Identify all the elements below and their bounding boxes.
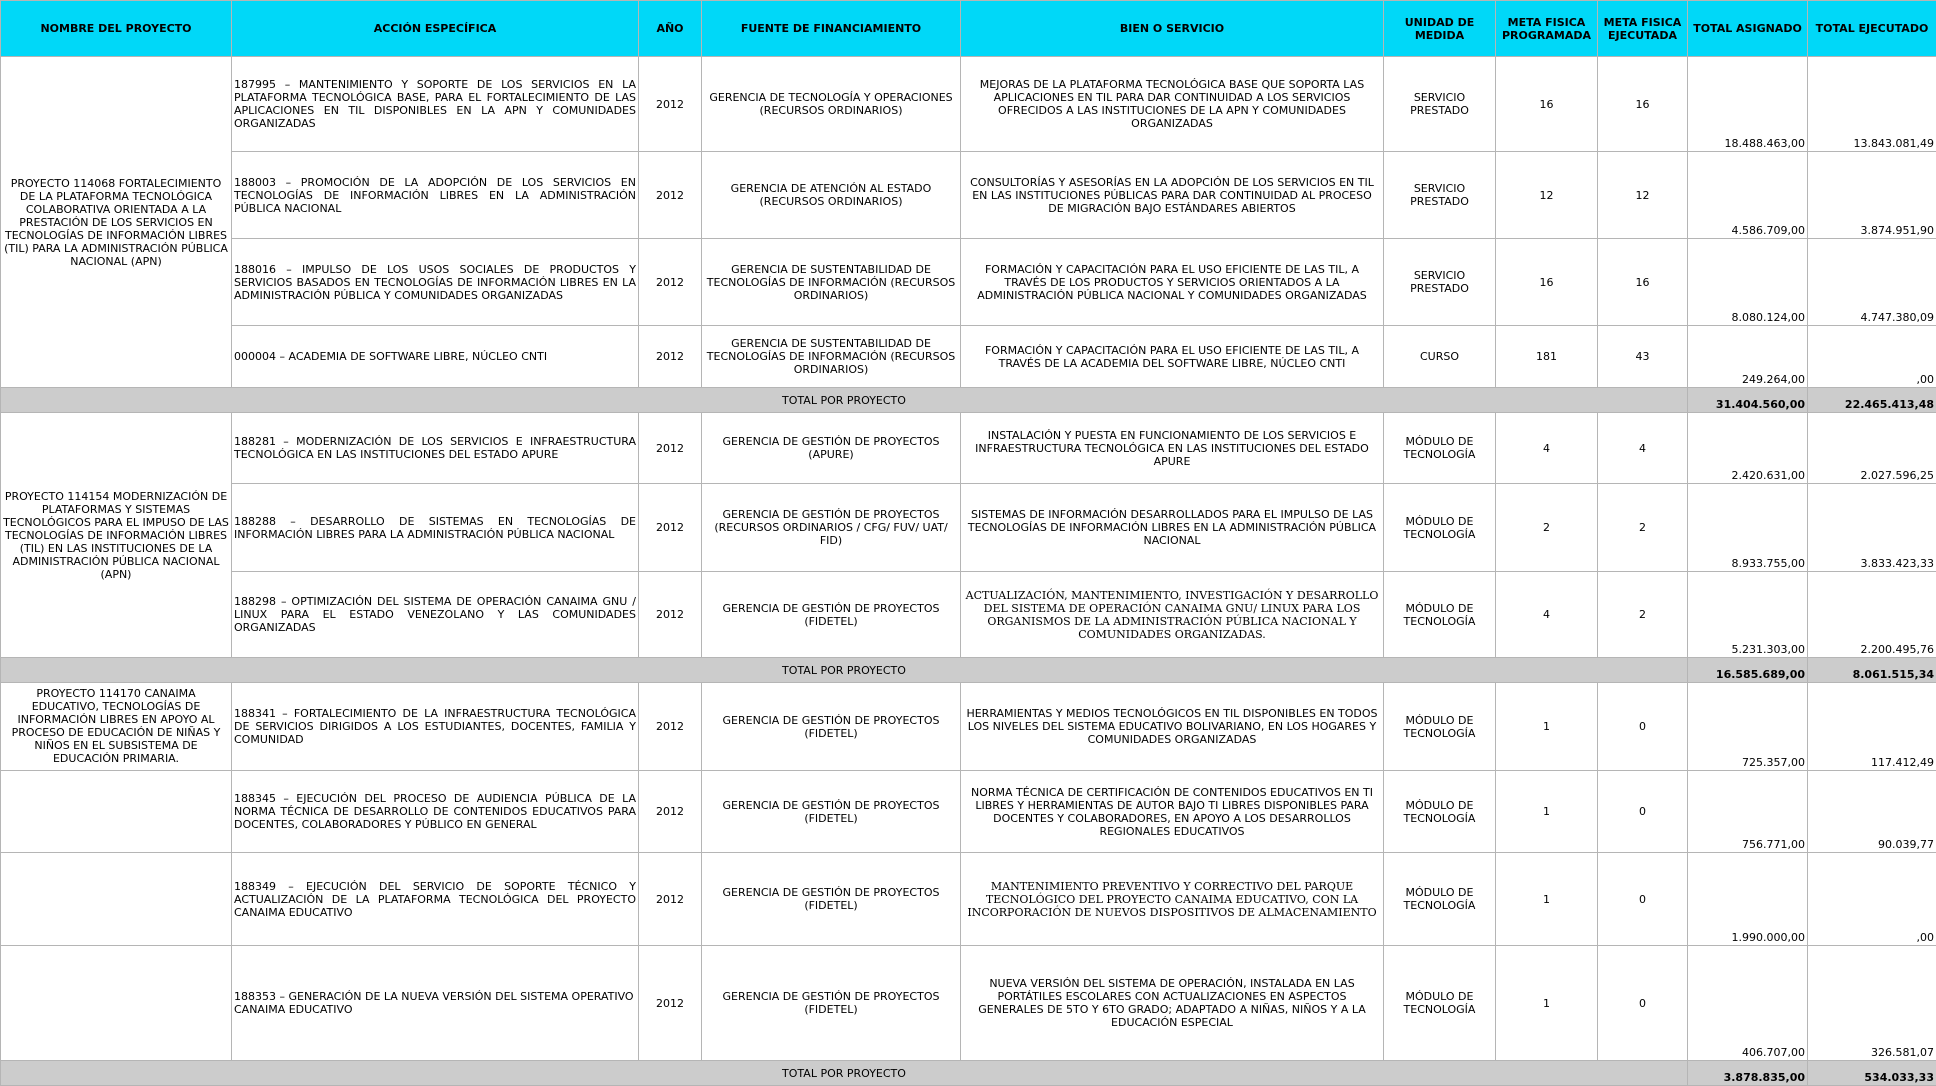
anio-cell: 2012: [639, 413, 702, 484]
header-bien: BIEN O SERVICIO: [961, 1, 1384, 57]
total-asignado: 3.878.835,00: [1688, 1061, 1808, 1086]
asignado-cell: 756.771,00: [1688, 771, 1808, 853]
asignado-cell: 2.420.631,00: [1688, 413, 1808, 484]
total-asignado: 31.404.560,00: [1688, 388, 1808, 413]
accion-cell: 188281 – MODERNIZACIÓN DE LOS SERVICIOS E INFRAESTRUCTURA TECNOLÓGICA EN LAS INSTITUCIONES DEL ESTADO APURE: [232, 413, 639, 484]
ejecutado-cell: 326.581,07: [1808, 946, 1936, 1061]
header-fuente: FUENTE DE FINANCIAMIENTO: [702, 1, 961, 57]
header-accion: ACCIÓN ESPECÍFICA: [232, 1, 639, 57]
bien-cell: MANTENIMIENTO PREVENTIVO Y CORRECTIVO DEL PARQUE TECNOLÓGICO DEL PROYECTO CANAIMA EDUCATIVO, CON LA INCORPORACIÓN DE NUEVOS DISPOSITIVOS DE ALMACENAMIENTO: [961, 853, 1384, 946]
header-unidad: UNIDAD DE MEDIDA: [1384, 1, 1496, 57]
empty-project-cell: [1, 771, 232, 853]
ejecutado-cell: 3.874.951,90: [1808, 152, 1936, 239]
header-anio: AÑO: [639, 1, 702, 57]
fuente-cell: GERENCIA DE GESTIÓN DE PROYECTOS (FIDETEL): [702, 572, 961, 658]
meta-programada-cell: 16: [1496, 239, 1598, 326]
header-meta-ejecutada: META FISICA EJECUTADA: [1598, 1, 1688, 57]
fuente-cell: GERENCIA DE GESTIÓN DE PROYECTOS (RECURSOS ORDINARIOS / CFG/ FUV/ UAT/ FID): [702, 484, 961, 572]
meta-programada-cell: 16: [1496, 57, 1598, 152]
bien-cell: NUEVA VERSIÓN DEL SISTEMA DE OPERACIÓN, INSTALADA EN LAS PORTÁTILES ESCOLARES CON ACTUALIZACIONES EN ASPECTOS GENERALES DE 5TO Y 6TO GRADO; ADAPTADO A NIÑAS, NIÑOS Y A LA EDUCACIÓN ESPECIAL: [961, 946, 1384, 1061]
table-row: [1, 853, 1936, 946]
asignado-cell: 1.990.000,00: [1688, 853, 1808, 946]
fuente-cell: GERENCIA DE GESTIÓN DE PROYECTOS (APURE): [702, 413, 961, 484]
header-row: [1, 1, 1936, 57]
table-row: [1, 326, 1936, 388]
anio-cell: 2012: [639, 946, 702, 1061]
ejecutado-cell: ,00: [1808, 853, 1936, 946]
ejecutado-cell: ,00: [1808, 326, 1936, 388]
meta-ejecutada-cell: 2: [1598, 572, 1688, 658]
bien-cell: INSTALACIÓN Y PUESTA EN FUNCIONAMIENTO DE LOS SERVICIOS E INFRAESTRUCTURA TECNOLÓGICA EN LAS INSTITUCIONES DEL ESTADO APURE: [961, 413, 1384, 484]
fuente-cell: GERENCIA DE GESTIÓN DE PROYECTOS (FIDETEL): [702, 683, 961, 771]
accion-cell: 188016 – IMPULSO DE LOS USOS SOCIALES DE PRODUCTOS Y SERVICIOS BASADOS EN TECNOLOGÍAS DE INFORMACIÓN LIBRES EN LA ADMINISTRACIÓN PÚBLICA Y COMUNIDADES ORGANIZADAS: [232, 239, 639, 326]
asignado-cell: 249.264,00: [1688, 326, 1808, 388]
empty-project-cell: [1, 853, 232, 946]
unidad-cell: MÓDULO DE TECNOLOGÍA: [1384, 484, 1496, 572]
fuente-cell: GERENCIA DE GESTIÓN DE PROYECTOS (FIDETEL): [702, 771, 961, 853]
meta-programada-cell: 2: [1496, 484, 1598, 572]
meta-programada-cell: 4: [1496, 413, 1598, 484]
ejecutado-cell: 2.200.495,76: [1808, 572, 1936, 658]
accion-cell: 187995 – MANTENIMIENTO Y SOPORTE DE LOS SERVICIOS EN LA PLATAFORMA TECNOLÓGICA BASE, PARA EL FORTALECIMIENTO DE LAS APLICACIONES EN TIL DISPONIBLES EN LA APN Y COMUNIDADES ORGANIZADAS: [232, 57, 639, 152]
accion-cell: 000004 – ACADEMIA DE SOFTWARE LIBRE, NÚCLEO CNTI: [232, 326, 639, 388]
accion-cell: 188349 – EJECUCIÓN DEL SERVICIO DE SOPORTE TÉCNICO Y ACTUALIZACIÓN DE LA PLATAFORMA TECNOLÓGICA DEL PROYECTO CANAIMA EDUCATIVO: [232, 853, 639, 946]
total-row: [1, 388, 1936, 413]
meta-ejecutada-cell: 0: [1598, 946, 1688, 1061]
unidad-cell: SERVICIO PRESTADO: [1384, 152, 1496, 239]
header-proyecto: NOMBRE DEL PROYECTO: [1, 1, 232, 57]
asignado-cell: 8.080.124,00: [1688, 239, 1808, 326]
accion-cell: 188345 – EJECUCIÓN DEL PROCESO DE AUDIENCIA PÚBLICA DE LA NORMA TÉCNICA DE DESARROLLO DE CONTENIDOS EDUCATIVOS PARA DOCENTES, COLABORADORES Y PÚBLICO EN GENERAL: [232, 771, 639, 853]
asignado-cell: 4.586.709,00: [1688, 152, 1808, 239]
fuente-cell: GERENCIA DE SUSTENTABILIDAD DE TECNOLOGÍAS DE INFORMACIÓN (RECURSOS ORDINARIOS): [702, 239, 961, 326]
meta-ejecutada-cell: 16: [1598, 239, 1688, 326]
bien-cell: NORMA TÉCNICA DE CERTIFICACIÓN DE CONTENIDOS EDUCATIVOS EN TI LIBRES Y HERRAMIENTAS DE AUTOR BAJO TI LIBRES DISPONIBLES PARA DOCENTES Y COLABORADORES, EN APOYO A LOS DESARROLLOS REGIONALES EDUCATIVOS: [961, 771, 1384, 853]
accion-cell: 188298 – OPTIMIZACIÓN DEL SISTEMA DE OPERACIÓN CANAIMA GNU / LINUX PARA EL ESTADO VENEZOLANO Y LAS COMUNIDADES ORGANIZADAS: [232, 572, 639, 658]
anio-cell: 2012: [639, 683, 702, 771]
total-label: TOTAL POR PROYECTO: [1, 388, 1688, 413]
ejecutado-cell: 90.039,77: [1808, 771, 1936, 853]
fuente-cell: GERENCIA DE TECNOLOGÍA Y OPERACIONES (RECURSOS ORDINARIOS): [702, 57, 961, 152]
unidad-cell: MÓDULO DE TECNOLOGÍA: [1384, 572, 1496, 658]
unidad-cell: CURSO: [1384, 326, 1496, 388]
bien-cell: HERRAMIENTAS Y MEDIOS TECNOLÓGICOS EN TIL DISPONIBLES EN TODOS LOS NIVELES DEL SISTEMA EDUCATIVO BOLIVARIANO, EN LOS HOGARES Y COMUNIDADES ORGANIZADAS: [961, 683, 1384, 771]
table-row: [1, 572, 1936, 658]
table-row: [1, 484, 1936, 572]
asignado-cell: 5.231.303,00: [1688, 572, 1808, 658]
total-ejecutado: 8.061.515,34: [1808, 658, 1936, 683]
anio-cell: 2012: [639, 57, 702, 152]
unidad-cell: MÓDULO DE TECNOLOGÍA: [1384, 683, 1496, 771]
accion-cell: 188341 – FORTALECIMIENTO DE LA INFRAESTRUCTURA TECNOLÓGICA DE SERVICIOS DIRIGIDOS A LOS ESTUDIANTES, DOCENTES, FAMILIA Y COMUNIDAD: [232, 683, 639, 771]
meta-programada-cell: 4: [1496, 572, 1598, 658]
bien-cell: FORMACIÓN Y CAPACITACIÓN PARA EL USO EFICIENTE DE LAS TIL, A TRAVÉS DE LOS PRODUCTOS Y SERVICIOS ORIENTADOS A LA ADMINISTRACIÓN PÚBLICA NACIONAL Y COMUNIDADES ORGANIZADAS: [961, 239, 1384, 326]
ejecutado-cell: 117.412,49: [1808, 683, 1936, 771]
project-name-cell: PROYECTO 114154 MODERNIZACIÓN DE PLATAFORMAS Y SISTEMAS TECNOLÓGICOS PARA EL IMPUSO DE LAS TECNOLOGÍAS DE INFORMACIÓN LIBRES (TIL) EN LAS INSTITUCIONES DE LA ADMINISTRACIÓN PÚBLICA NACIONAL (APN): [1, 413, 232, 658]
project-name-cell: PROYECTO 114068 FORTALECIMIENTO DE LA PLATAFORMA TECNOLÓGICA COLABORATIVA ORIENTADA A LA PRESTACIÓN DE LOS SERVICIOS EN TECNOLOGÍAS DE INFORMACIÓN LIBRES (TIL) PARA LA ADMINISTRACIÓN PÚBLICA NACIONAL (APN): [1, 57, 232, 388]
asignado-cell: 8.933.755,00: [1688, 484, 1808, 572]
header-meta-programada: META FISICA PROGRAMADA: [1496, 1, 1598, 57]
total-label: TOTAL POR PROYECTO: [1, 1061, 1688, 1086]
total-row: [1, 658, 1936, 683]
unidad-cell: MÓDULO DE TECNOLOGÍA: [1384, 946, 1496, 1061]
bien-cell: FORMACIÓN Y CAPACITACIÓN PARA EL USO EFICIENTE DE LAS TIL, A TRAVÉS DE LA ACADEMIA DEL SOFTWARE LIBRE, NÚCLEO CNTI: [961, 326, 1384, 388]
meta-ejecutada-cell: 43: [1598, 326, 1688, 388]
unidad-cell: SERVICIO PRESTADO: [1384, 57, 1496, 152]
anio-cell: 2012: [639, 239, 702, 326]
fuente-cell: GERENCIA DE GESTIÓN DE PROYECTOS (FIDETEL): [702, 946, 961, 1061]
ejecutado-cell: 13.843.081,49: [1808, 57, 1936, 152]
total-row: [1, 1061, 1936, 1086]
total-asignado: 16.585.689,00: [1688, 658, 1808, 683]
total-ejecutado: 22.465.413,48: [1808, 388, 1936, 413]
meta-ejecutada-cell: 0: [1598, 853, 1688, 946]
bien-cell: MEJORAS DE LA PLATAFORMA TECNOLÓGICA BASE QUE SOPORTA LAS APLICACIONES EN TIL PARA DAR CONTINUIDAD A LOS SERVICIOS OFRECIDOS A LAS INSTITUCIONES DE LA APN Y COMUNIDADES ORGANIZADAS: [961, 57, 1384, 152]
anio-cell: 2012: [639, 326, 702, 388]
anio-cell: 2012: [639, 853, 702, 946]
table-row: [1, 239, 1936, 326]
anio-cell: 2012: [639, 572, 702, 658]
empty-project-cell: [1, 946, 232, 1061]
meta-ejecutada-cell: 16: [1598, 57, 1688, 152]
table-row: [1, 413, 1936, 484]
meta-programada-cell: 1: [1496, 946, 1598, 1061]
fuente-cell: GERENCIA DE ATENCIÓN AL ESTADO (RECURSOS ORDINARIOS): [702, 152, 961, 239]
project-name-cell: PROYECTO 114170 CANAIMA EDUCATIVO, TECNOLOGÍAS DE INFORMACIÓN LIBRES EN APOYO AL PROCESO DE EDUCACIÓN DE NIÑAS Y NIÑOS EN EL SUBSISTEMA DE EDUCACIÓN PRIMARIA.: [1, 683, 232, 771]
table-row: [1, 771, 1936, 853]
header-total-asignado: TOTAL ASIGNADO: [1688, 1, 1808, 57]
ejecutado-cell: 3.833.423,33: [1808, 484, 1936, 572]
meta-ejecutada-cell: 0: [1598, 771, 1688, 853]
unidad-cell: SERVICIO PRESTADO: [1384, 239, 1496, 326]
total-ejecutado: 534.033,33: [1808, 1061, 1936, 1086]
accion-cell: 188003 – PROMOCIÓN DE LA ADOPCIÓN DE LOS SERVICIOS EN TECNOLOGÍAS DE INFORMACIÓN LIBRES EN LA ADMINISTRACIÓN PÚBLICA NACIONAL: [232, 152, 639, 239]
bien-cell: ACTUALIZACIÓN, MANTENIMIENTO, INVESTIGACIÓN Y DESARROLLO DEL SISTEMA DE OPERACIÓN CANAIMA GNU/ LINUX PARA LOS ORGANISMOS DE LA ADMINISTRACIÓN PÚBLICA NACIONAL Y COMUNIDADES ORGANIZADAS.: [961, 572, 1384, 658]
table-row: [1, 946, 1936, 1061]
total-label: TOTAL POR PROYECTO: [1, 658, 1688, 683]
ejecutado-cell: 2.027.596,25: [1808, 413, 1936, 484]
unidad-cell: MÓDULO DE TECNOLOGÍA: [1384, 413, 1496, 484]
header-total-ejecutado: TOTAL EJECUTADO: [1808, 1, 1936, 57]
asignado-cell: 18.488.463,00: [1688, 57, 1808, 152]
ejecutado-cell: 4.747.380,09: [1808, 239, 1936, 326]
accion-cell: 188288 – DESARROLLO DE SISTEMAS EN TECNOLOGÍAS DE INFORMACIÓN LIBRES PARA LA ADMINISTRACIÓN PÚBLICA NACIONAL: [232, 484, 639, 572]
meta-ejecutada-cell: 12: [1598, 152, 1688, 239]
anio-cell: 2012: [639, 771, 702, 853]
bien-cell: SISTEMAS DE INFORMACIÓN DESARROLLADOS PARA EL IMPULSO DE LAS TECNOLOGÍAS DE INFORMACIÓN LIBRES EN LA ADMINISTRACIÓN PÚBLICA NACIONAL: [961, 484, 1384, 572]
meta-ejecutada-cell: 4: [1598, 413, 1688, 484]
bien-cell: CONSULTORÍAS Y ASESORÍAS EN LA ADOPCIÓN DE LOS SERVICIOS EN TIL EN LAS INSTITUCIONES PÚBLICAS PARA DAR CONTINUIDAD AL PROCESO DE MIGRACIÓN BAJO ESTÁNDARES ABIERTOS: [961, 152, 1384, 239]
meta-programada-cell: 181: [1496, 326, 1598, 388]
asignado-cell: 725.357,00: [1688, 683, 1808, 771]
table-row: [1, 57, 1936, 152]
unidad-cell: MÓDULO DE TECNOLOGÍA: [1384, 853, 1496, 946]
accion-cell: 188353 – GENERACIÓN DE LA NUEVA VERSIÓN DEL SISTEMA OPERATIVO CANAIMA EDUCATIVO: [232, 946, 639, 1061]
table-row: [1, 683, 1936, 771]
meta-programada-cell: 1: [1496, 771, 1598, 853]
unidad-cell: MÓDULO DE TECNOLOGÍA: [1384, 771, 1496, 853]
anio-cell: 2012: [639, 152, 702, 239]
meta-programada-cell: 1: [1496, 853, 1598, 946]
fuente-cell: GERENCIA DE SUSTENTABILIDAD DE TECNOLOGÍAS DE INFORMACIÓN (RECURSOS ORDINARIOS): [702, 326, 961, 388]
meta-ejecutada-cell: 0: [1598, 683, 1688, 771]
fuente-cell: GERENCIA DE GESTIÓN DE PROYECTOS (FIDETEL): [702, 853, 961, 946]
table-row: [1, 152, 1936, 239]
meta-ejecutada-cell: 2: [1598, 484, 1688, 572]
meta-programada-cell: 12: [1496, 152, 1598, 239]
meta-programada-cell: 1: [1496, 683, 1598, 771]
anio-cell: 2012: [639, 484, 702, 572]
asignado-cell: 406.707,00: [1688, 946, 1808, 1061]
